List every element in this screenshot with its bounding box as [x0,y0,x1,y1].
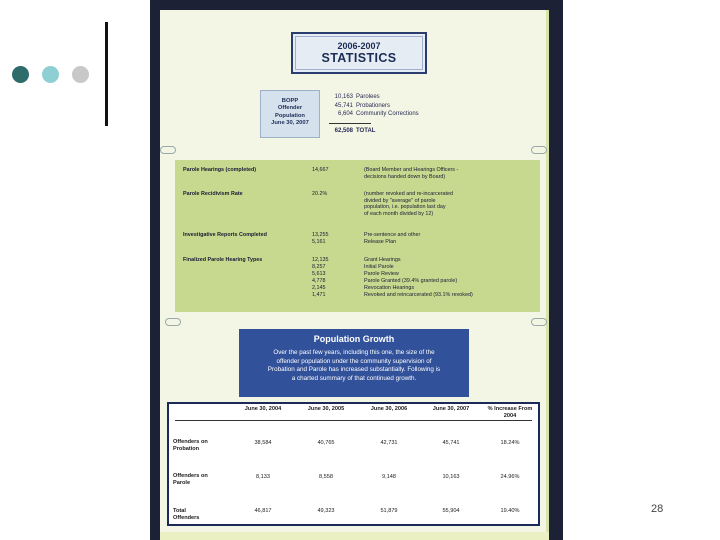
population-row [329,102,419,111]
title-main: STATISTICS [321,51,397,65]
paper-edge [546,10,549,532]
table-cell: 55,904 [442,508,460,514]
column-header: June 30, 2005 [307,406,345,412]
decor-dot-light [42,66,59,83]
column-header: June 30, 2004 [244,406,282,412]
table-cell: 19.40% [500,508,520,514]
population-total-number: 62,508 [334,127,353,134]
column-header: June 30, 2007 [432,406,470,412]
table-cell: 40,765 [317,440,335,446]
row-label [173,508,199,522]
population-total-row [329,127,419,136]
row-label-line: Probation [173,446,200,452]
table-cell: 24.96% [500,474,520,480]
population-list [329,93,419,135]
hearings-stats-table [175,160,540,312]
row-label [173,439,208,453]
binder-clip-icon [165,318,181,326]
stat-note: Revoked and reincarcerated (93.1% revoked) [364,292,473,298]
table-cell: 46,817 [254,508,272,514]
bopp-line: Population [275,112,305,119]
stat-note: Revocation Hearings [364,285,415,291]
table-cell: 9,148 [382,474,396,480]
row-label-line: Offenders on [173,439,208,445]
stat-value: 20.2% [312,191,328,197]
table-cell: 45,741 [442,440,460,446]
stat-value: 14,667 [312,167,329,173]
growth-text-line: a charted summary of that continued growth. [291,374,417,382]
row-label-line: Total [173,508,186,514]
stat-note: Pre-sentence and other [364,232,421,238]
slide-page-number: 28 [651,503,664,515]
population-number: 10,163 [334,94,353,100]
column-header: June 30, 2006 [370,406,408,412]
growth-text-line: Over the past few years, including this one, the size of the [273,349,435,356]
table-cell: 38,584 [254,440,272,446]
population-total-rule [329,123,371,124]
stat-label: Investigative Reports Completed [183,232,267,238]
stat-note: population, i.e. population last day [364,204,446,210]
stat-note: Grant Hearings [364,257,401,263]
population-label: Probationers [356,102,391,109]
bopp-line: Offender [277,105,303,112]
table-cell: 49,323 [317,508,335,514]
row-label [173,473,208,487]
table-cell: 18.24% [500,440,520,446]
stat-value: 12,135 [312,257,329,263]
bopp-line: BOPP [281,98,299,104]
table-cell: 10,163 [442,474,460,480]
row-label-line: Parole [173,480,191,486]
growth-title: Population Growth [313,334,395,344]
stat-value: 5,161 [312,238,326,245]
binder-clip-icon [160,146,176,154]
growth-text [239,349,469,383]
stat-note: decisions handed down by Board) [364,173,446,180]
stat-label: Finalized Parole Hearing Types [183,257,263,263]
stat-note: Parole Review [364,271,399,277]
growth-text-line: Probation and Parole has increased substantially. Following is [267,366,441,374]
stat-note: Initial Parole [364,264,394,270]
stat-note: Parole Granted (39.4% granted parole) [364,278,458,284]
population-label: Parolees [356,94,380,100]
stat-value: 13,255 [312,232,329,238]
bopp-label-box [260,90,320,138]
table-cell: 8,133 [256,474,270,480]
decor-vertical-line [105,22,108,126]
stat-value: 8,257 [312,264,326,270]
binder-clip-icon [531,318,547,326]
statistics-title-box [291,32,427,74]
stat-value: 1,471 [312,292,326,298]
header-rule [175,420,532,421]
population-row [329,110,419,119]
title-year: 2006-2007 [337,41,381,51]
stat-label: Parole Recidivism Rate [183,191,243,197]
stat-note: divided by "average" of parole [364,197,436,204]
row-label-line: Offenders on [173,473,208,479]
population-label: Community Corrections [356,111,419,117]
decor-dot-dark [12,66,29,83]
column-header: % Increase From 2004 [487,406,533,419]
table-cell: 42,731 [380,440,398,446]
table-cell: 8,558 [319,474,333,480]
table-cell: 51,879 [380,508,398,514]
stat-value: 4,778 [312,278,326,284]
population-total-label: TOTAL [356,127,376,134]
growth-text-line: offender population under the community supervision of [276,357,432,365]
decor-dot-gray [72,66,89,83]
bopp-line: June 30, 2007 [271,120,309,127]
stat-note: Release Plan [364,238,397,245]
stat-label: Parole Hearings (completed) [183,167,257,173]
row-label-line: Offenders [173,515,200,521]
stat-value: 5,613 [312,271,326,277]
stat-value: 2,145 [312,285,326,291]
population-number: 45,741 [334,102,353,109]
stat-note: of each month divided by 12) [364,210,434,217]
stat-note: (number revoked and re-incarcerated [364,191,453,197]
stat-note: (Board Member and Hearings Officers - [364,167,459,173]
population-number: 6,604 [337,111,353,117]
population-growth-box [239,329,469,397]
population-row [329,93,419,102]
growth-summary-table [167,402,540,526]
binder-clip-icon [531,146,547,154]
